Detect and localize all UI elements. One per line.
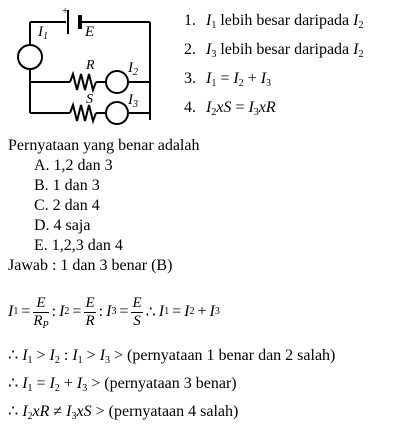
text-fragment: ∴ — [8, 375, 23, 392]
statement-item — [184, 93, 363, 122]
subscript: 2 — [358, 49, 364, 60]
text-fragment: ≠ — [49, 403, 67, 420]
answer-line: Jawab : 1 dan 3 benar (B) — [8, 257, 173, 274]
text-fragment: = — [32, 375, 50, 392]
text-fragment: I — [353, 12, 359, 29]
statements-list — [184, 6, 363, 122]
text-fragment: ∴ — [8, 403, 23, 420]
text-fragment: I — [22, 403, 28, 420]
subscript: 3 — [253, 107, 259, 118]
statement-number: 3. — [184, 70, 196, 87]
label-emf: E — [85, 24, 95, 40]
text-fragment: I — [49, 375, 55, 392]
statement-number: 1. — [184, 12, 196, 29]
text-fragment: I — [72, 347, 78, 364]
text-fragment: lebih besar daripada — [216, 41, 354, 58]
subscript: 1 — [77, 355, 83, 366]
subscript: 3 — [266, 78, 272, 89]
label-i3: $I_3$ — [128, 92, 138, 110]
conclusion-line — [8, 342, 335, 370]
subscript: 2 — [54, 383, 60, 394]
conclusion-lines — [8, 342, 335, 426]
text-fragment: I — [233, 70, 239, 87]
text-fragment: > (pernyataan 4 salah) — [91, 403, 239, 420]
text-fragment: I — [76, 375, 83, 392]
subscript: 2 — [238, 78, 244, 89]
text-fragment: I — [248, 99, 254, 116]
text-fragment: xS — [76, 403, 92, 420]
subscript: 1 — [211, 78, 217, 89]
statement-number: 2. — [184, 41, 196, 58]
text-fragment: > (pernyataan 1 benar dan 2 salah) — [110, 347, 336, 364]
text-fragment: I — [206, 41, 212, 58]
label-resistor-r: R — [86, 58, 95, 73]
battery-plus-sign: + — [62, 5, 69, 17]
text-fragment: lebih besar daripada — [216, 12, 354, 29]
text-fragment: > — [82, 347, 100, 364]
option-b: B. 1 dan 3 — [34, 177, 100, 194]
subscript: 3 — [105, 355, 111, 366]
text-fragment: : — [59, 347, 73, 364]
text-fragment: I — [206, 70, 212, 87]
main-equation: I 1 = $\frac{E}{R_P}$ : I 2 = $\frac{E}{R}$ : I 3 = $\frac{E}{S}$ ∴ I 1 = I 2 + I 3 — [8, 294, 220, 331]
option-d: D. 4 saja — [34, 217, 91, 234]
subscript: 2 — [211, 107, 217, 118]
conclusion-line — [8, 370, 335, 398]
label-i1: $I_1$ — [38, 24, 48, 42]
text-fragment: I — [99, 347, 106, 364]
text-fragment: I — [353, 41, 359, 58]
ammeter-2-icon — [106, 71, 128, 93]
question-block — [8, 136, 199, 276]
statement-item — [184, 64, 363, 93]
subscript: 1 — [211, 20, 217, 31]
battery-symbol — [68, 10, 80, 34]
text-fragment: > (pernyataan 3 benar) — [87, 375, 237, 392]
text-fragment: + — [243, 70, 261, 87]
subscript: 3 — [82, 383, 88, 394]
subscript: 2 — [358, 20, 364, 31]
subscript: 3 — [71, 411, 77, 422]
text-fragment: + — [59, 375, 77, 392]
text-fragment: I — [22, 347, 28, 364]
text-fragment: xS — [216, 99, 232, 116]
option-a: A. 1,2 dan 3 — [34, 157, 113, 174]
subscript: 1 — [27, 383, 33, 394]
text-fragment: I — [66, 403, 72, 420]
subscript: 1 — [27, 355, 33, 366]
ammeter-3-icon — [106, 102, 128, 124]
text-fragment: I — [260, 70, 267, 87]
text-fragment: I — [206, 12, 212, 29]
text-fragment: > — [32, 347, 50, 364]
conclusion-line — [8, 398, 335, 426]
text-fragment: xR — [32, 403, 50, 420]
ammeter-1-icon — [18, 45, 42, 69]
label-i2: $I_2$ — [128, 60, 138, 78]
text-fragment: = — [216, 70, 234, 87]
text-fragment: ∴ — [8, 347, 23, 364]
statement-item — [184, 35, 363, 64]
option-c: C. 2 dan 4 — [34, 197, 100, 214]
subscript: 3 — [211, 49, 217, 60]
subscript: 2 — [27, 411, 33, 422]
statement-item — [184, 6, 363, 35]
text-fragment: I — [206, 99, 212, 116]
statement-number: 4. — [184, 99, 196, 116]
question-prompt: Pernyataan yang benar adalah — [8, 137, 200, 154]
subscript: 2 — [54, 355, 60, 366]
text-fragment: xR — [258, 99, 276, 116]
text-fragment: I — [22, 375, 28, 392]
text-fragment: I — [49, 347, 55, 364]
option-e: E. 1,2,3 dan 4 — [34, 237, 123, 254]
resistor-r-symbol — [70, 74, 96, 90]
text-fragment: = — [231, 99, 249, 116]
label-resistor-s: S — [86, 92, 93, 107]
